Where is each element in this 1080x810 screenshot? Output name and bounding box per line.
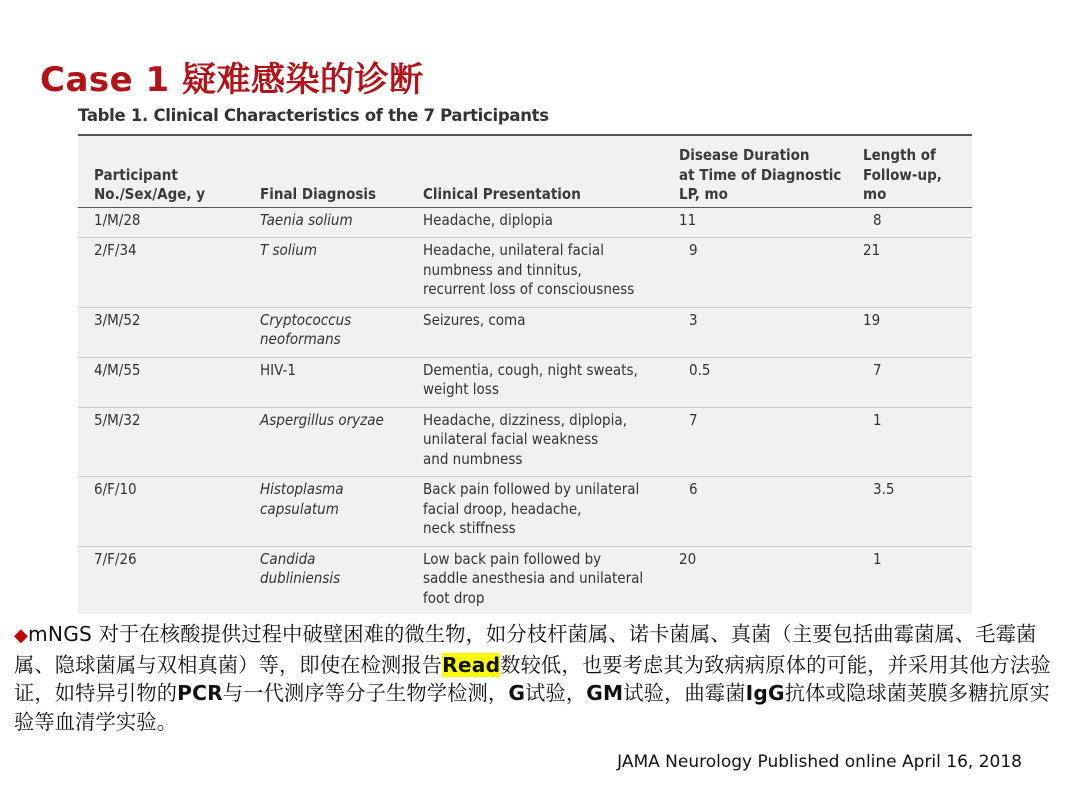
table-row xyxy=(78,238,972,308)
cell-duration: 20 xyxy=(679,549,697,568)
cell-followup: 1 xyxy=(873,549,882,568)
cell-presentation: Headache, unilateral facial numbness and tinnitus, recurrent loss of consciousness xyxy=(419,238,675,308)
cell-duration: 0.5 xyxy=(675,357,859,407)
table-row xyxy=(78,307,972,357)
cell-diagnosis: Histoplasma capsulatum xyxy=(256,477,419,547)
cell-duration: 3 xyxy=(675,307,859,357)
table-row xyxy=(78,546,972,614)
cell-followup: 19 xyxy=(859,307,972,357)
cell-participant: 1/M/28 xyxy=(78,207,256,238)
cell-presentation: Headache, dizziness, diplopia, unilateral facial weakness and numbness xyxy=(419,407,675,477)
header-follow-up: Length of Follow-up, mo xyxy=(859,136,972,207)
cell-duration: 6 xyxy=(675,477,859,547)
cell-diagnosis: Taenia solium xyxy=(256,207,419,238)
cell-diagnosis: Cryptococcus neoformans xyxy=(256,307,419,357)
slide-title: Case 1 疑难感染的诊断 xyxy=(40,60,424,100)
cell-presentation: Low back pain followed by saddle anesthesia and unilateral foot drop xyxy=(423,549,644,607)
header-participant: Participant No./Sex/Age, y xyxy=(78,136,256,207)
table-caption: Table 1. Clinical Characteristics of the 7 Participants xyxy=(78,106,549,125)
cell-followup: 21 xyxy=(859,238,972,308)
clinical-table xyxy=(78,134,972,614)
cell-followup: 8 xyxy=(859,207,972,238)
cell-duration: 11 xyxy=(675,207,859,238)
header-clinical-presentation: Clinical Presentation xyxy=(419,136,675,207)
cell-followup: 3.5 xyxy=(859,477,972,547)
cell-duration: 9 xyxy=(675,238,859,308)
cell-diagnosis: Aspergillus oryzae xyxy=(256,407,419,477)
table-row xyxy=(78,407,972,477)
cell-participant: 6/F/10 xyxy=(78,477,256,547)
cell-presentation: Dementia, cough, night sweats, weight loss xyxy=(419,357,675,407)
cell-presentation: Headache, diplopia xyxy=(419,207,675,238)
cell-participant: 5/M/32 xyxy=(78,407,256,477)
cell-presentation: Seizures, coma xyxy=(419,307,675,357)
cell-diagnosis: Candida dubliniensis xyxy=(260,549,341,587)
table-header-row xyxy=(78,136,972,207)
header-final-diagnosis: Final Diagnosis xyxy=(256,136,419,207)
cell-diagnosis: HIV-1 xyxy=(256,357,419,407)
header-disease-duration: Disease Duration at Time of Diagnostic LP, mo xyxy=(675,136,859,207)
citation: JAMA Neurology Published online April 16, 2018 xyxy=(617,752,1022,772)
cell-diagnosis: T solium xyxy=(256,238,419,308)
cell-participant: 2/F/34 xyxy=(78,238,256,308)
cell-presentation: Back pain followed by unilateral facial droop, headache, neck stiffness xyxy=(419,477,675,547)
diamond-bullet-icon: ◆ xyxy=(14,625,29,646)
cell-participant: 7/F/26 xyxy=(94,549,137,568)
cell-duration: 7 xyxy=(675,407,859,477)
read-highlight: Read xyxy=(442,652,501,677)
cell-participant: 3/M/52 xyxy=(78,307,256,357)
cell-participant: 4/M/55 xyxy=(78,357,256,407)
cell-followup: 7 xyxy=(859,357,972,407)
table-row xyxy=(78,477,972,547)
table-row xyxy=(78,357,972,407)
table-row xyxy=(78,207,972,238)
body-paragraph: ◆mNGS 对于在核酸提供过程中破壁困难的微生物，如分枝杆菌属、诺卡菌属、真菌（主要包括曲霉菌属、毛霉菌属、隐球菌属与双相真菌）等，即使在检测报告Read数较低，也要考虑其为致病病原体的可能，并采用其他方法验证，如特异引物的PCR与一代测序等分子生物学检测，G试验，GM试验，曲霉菌IgG抗体或隐球菌荚膜多糖抗原实验等血清学实验。 xyxy=(14,622,1051,734)
cell-followup: 1 xyxy=(859,407,972,477)
